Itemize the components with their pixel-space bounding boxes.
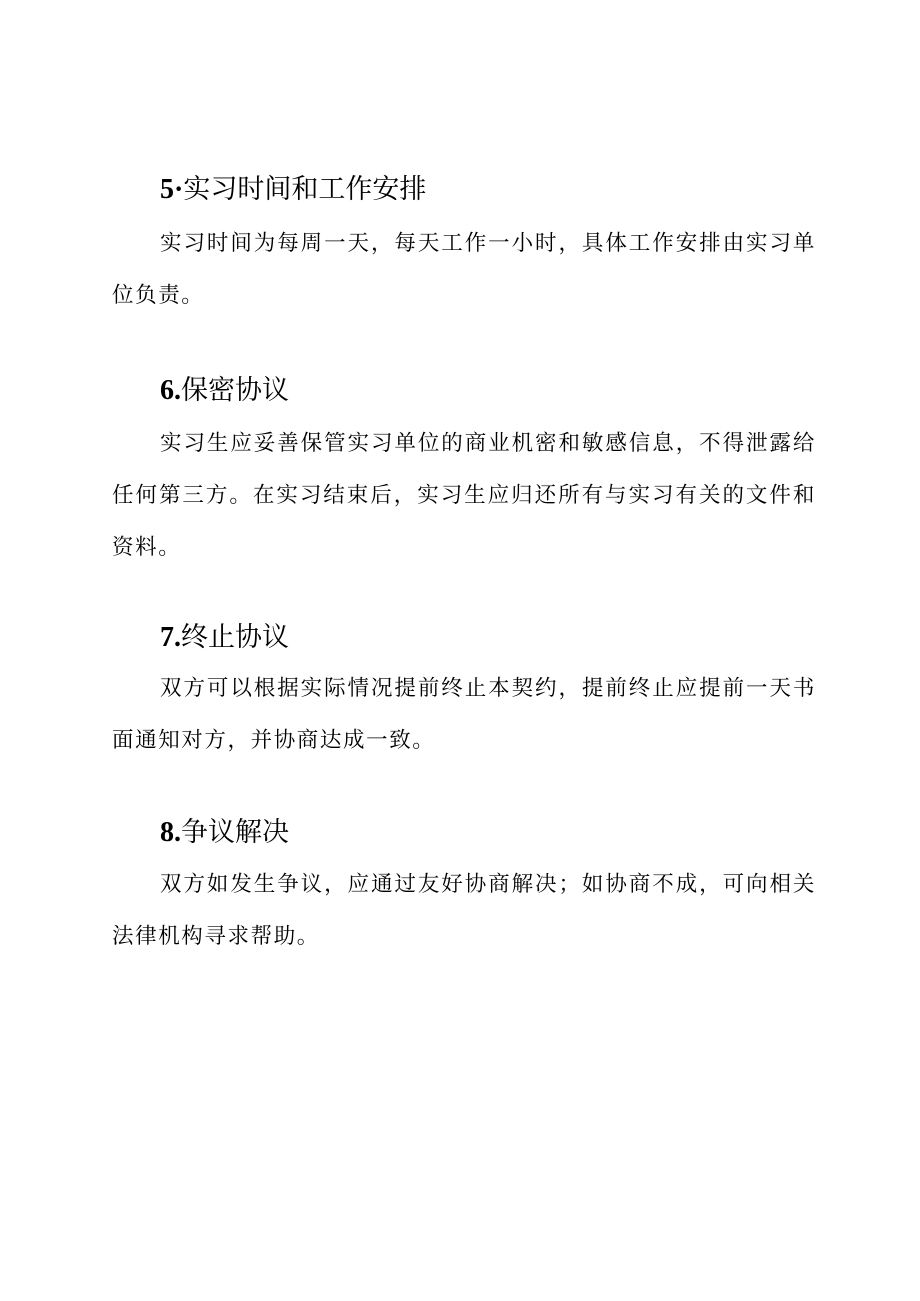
section-title: 保密协议 xyxy=(181,375,289,406)
section-heading xyxy=(160,172,426,208)
section-title: 实习时间和工作安排 xyxy=(183,174,427,205)
section-number: 8 xyxy=(160,817,174,848)
section-number: 6 xyxy=(160,375,174,406)
section-heading xyxy=(160,815,289,851)
section-body: 双方可以根据实际情况提前终止本契约，提前终止应提前一天书面通知对方，并协商达成一致。 xyxy=(112,676,816,753)
section-separator: · xyxy=(174,174,184,205)
section-body: 双方如发生争议，应通过友好协商解决；如协商不成，可向相关法律机构寻求帮助。 xyxy=(112,872,816,949)
section-title: 争议解决 xyxy=(181,817,289,848)
section-body: 实习时间为每周一天，每天工作一小时，具体工作安排由实习单位负责。 xyxy=(112,231,816,308)
section-separator: . xyxy=(174,375,181,406)
section-number: 5 xyxy=(160,174,174,205)
section-body: 实习生应妥善保管实习单位的商业机密和敏感信息，不得泄露给任何第三方。在实习结束后，实习生应归还所有与实习有关的文件和资料。 xyxy=(112,431,816,560)
section-separator: . xyxy=(174,817,181,848)
section-heading xyxy=(160,373,289,409)
section-heading xyxy=(160,620,289,656)
section-title: 终止协议 xyxy=(181,622,289,653)
section-number: 7 xyxy=(160,622,174,653)
section-separator: . xyxy=(174,622,181,653)
